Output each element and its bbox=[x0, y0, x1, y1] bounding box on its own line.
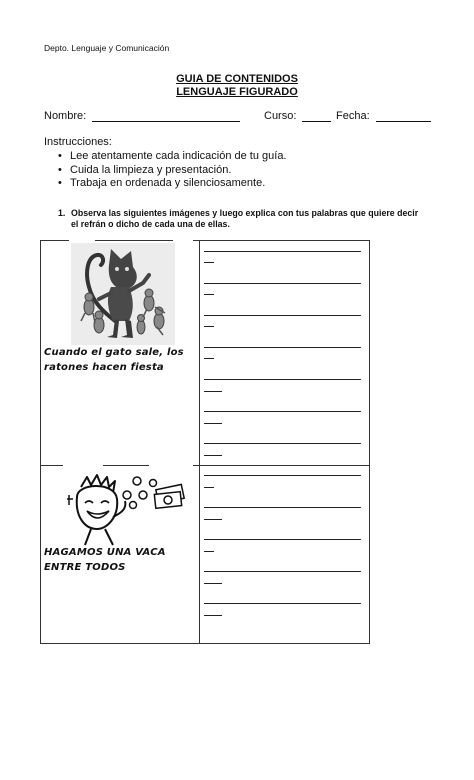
answer-line-short[interactable] bbox=[204, 423, 222, 424]
answer-line-short[interactable] bbox=[204, 326, 214, 327]
proverb-caption-1: Cuando el gato sale, los ratones hacen fiesta bbox=[44, 347, 184, 373]
title-line-1: GUIA DE CONTENIDOS bbox=[176, 73, 298, 85]
answer-line-short[interactable] bbox=[204, 487, 214, 488]
answer-line-short[interactable] bbox=[204, 583, 222, 584]
instruction-item: • Lee atentamente cada indicación de tu guía. bbox=[58, 150, 287, 164]
answer-line[interactable] bbox=[204, 411, 361, 412]
answer-line-short[interactable] bbox=[204, 358, 214, 359]
date-blank[interactable] bbox=[376, 110, 431, 122]
course-blank[interactable] bbox=[302, 110, 331, 122]
answer-line[interactable] bbox=[204, 443, 361, 444]
date-label: Fecha: bbox=[336, 110, 370, 122]
answer-line[interactable] bbox=[204, 603, 361, 604]
name-field[interactable] bbox=[44, 110, 240, 122]
answer-line-short[interactable] bbox=[204, 455, 222, 456]
boy-with-money-illustration bbox=[63, 473, 187, 547]
answer-line-short[interactable] bbox=[204, 262, 214, 263]
answer-line-short[interactable] bbox=[204, 391, 222, 392]
answer-line-short[interactable] bbox=[204, 615, 222, 616]
answer-line[interactable] bbox=[204, 507, 361, 508]
proverbs-table bbox=[40, 240, 370, 644]
cat-and-mice-illustration bbox=[71, 243, 175, 345]
answer-line[interactable] bbox=[204, 347, 361, 348]
instructions-title: Instrucciones: bbox=[44, 136, 112, 148]
answer-line[interactable] bbox=[204, 379, 361, 380]
answer-line[interactable] bbox=[204, 283, 361, 284]
name-blank[interactable] bbox=[92, 110, 240, 122]
title-line-2: LENGUAJE FIGURADO bbox=[176, 86, 298, 98]
date-field[interactable] bbox=[336, 110, 431, 122]
answer-line-short[interactable] bbox=[204, 551, 214, 552]
name-label: Nombre: bbox=[44, 110, 87, 122]
course-label: Curso: bbox=[264, 110, 297, 122]
instructions-list bbox=[58, 150, 287, 191]
answer-line[interactable] bbox=[204, 539, 361, 540]
answer-line[interactable] bbox=[204, 475, 361, 476]
answer-line-short[interactable] bbox=[204, 519, 222, 520]
proverb-caption-2: HAGAMOS UNA VACA ENTRE TODOS bbox=[44, 547, 166, 573]
instruction-item: • Cuida la limpieza y presentación. bbox=[58, 164, 287, 178]
instruction-item: • Trabaja en ordenada y silenciosamente. bbox=[58, 177, 287, 191]
course-field[interactable] bbox=[264, 110, 331, 122]
question-number: 1. bbox=[58, 208, 66, 218]
answer-line[interactable] bbox=[204, 571, 361, 572]
answer-line[interactable] bbox=[204, 251, 361, 252]
answer-line-short[interactable] bbox=[204, 294, 214, 295]
answer-line[interactable] bbox=[204, 315, 361, 316]
page-title bbox=[0, 73, 474, 99]
question-text: Observa las siguientes imágenes y luego explica con tus palabras que quiere decir el refrán o dicho de cada una de ellas. bbox=[71, 208, 419, 229]
department-header: Depto. Lenguaje y Comunicación bbox=[44, 43, 170, 53]
